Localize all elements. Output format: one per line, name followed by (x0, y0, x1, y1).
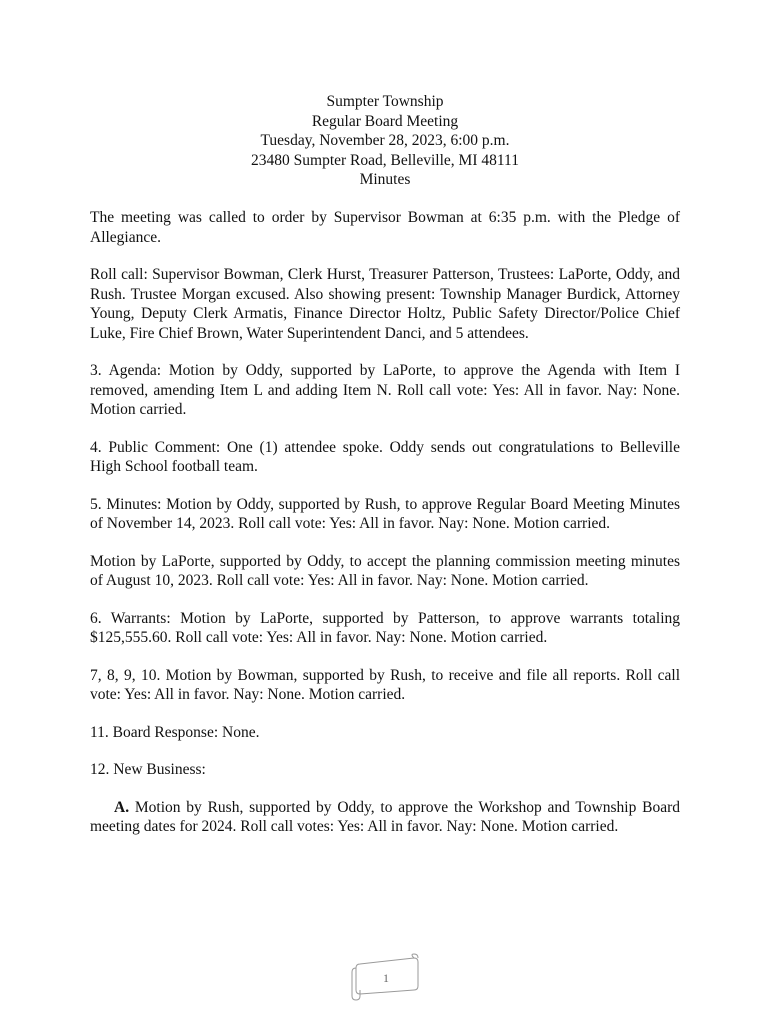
roll-call-paragraph: Roll call: Supervisor Bowman, Clerk Hurst, Treasurer Patterson, Trustees: LaPorte, Oddy, and Rush. Trustee Morgan excused. Also showing present: Township Manager Burdick, Attorney Young, Deputy Clerk Armatis, Finance Director Holtz, Public Safety Director/Police Chief Luke, Fire Chief Brown, Water Superintendent Danci, and 5 attendees. (90, 266, 680, 342)
document-header (0, 92, 770, 190)
new-business-heading: 12. New Business: (90, 761, 206, 778)
meeting-type: Regular Board Meeting (311, 112, 459, 130)
page-footer (350, 952, 422, 1002)
board-response-paragraph: 11. Board Response: None. (90, 723, 260, 741)
meeting-address: 23480 Sumpter Road, Belleville, MI 48111 (251, 151, 519, 169)
document-body (90, 208, 680, 855)
reports-paragraph: 7, 8, 9, 10. Motion by Bowman, supported by Rush, to receive and file all reports. Roll call vote: Yes: All in favor. Nay: None. Motion carried. (90, 666, 680, 703)
warrants-paragraph: 6. Warrants: Motion by LaPorte, supported by Patterson, to approve warrants totaling $125,555.60. Roll call vote: Yes: All in favor. Nay: None. Motion carried. (90, 609, 680, 646)
new-business-item-a (90, 798, 680, 837)
item-a-text: Motion by Rush, supported by Oddy, to approve the Workshop and Township Board meeting dates for 2024. Roll call votes: Yes: All in favor. Nay: None. Motion carried. (90, 798, 680, 835)
township-name: Sumpter Township (326, 93, 444, 110)
call-to-order-paragraph: The meeting was called to order by Supervisor Bowman at 6:35 p.m. with the Pledge of Allegiance. (90, 209, 680, 246)
meeting-date: Tuesday, November 28, 2023, 6:00 p.m. (260, 132, 510, 149)
planning-minutes-paragraph: Motion by LaPorte, supported by Oddy, to accept the planning commission meeting minutes of August 10, 2023. Roll call vote: Yes: All in favor. Nay: None. Motion carried. (90, 552, 680, 589)
minutes-paragraph: 5. Minutes: Motion by Oddy, supported by Rush, to approve Regular Board Meeting Minutes of November 14, 2023. Roll call vote: Yes: All in favor. Nay: None. Motion carried. (90, 495, 680, 532)
public-comment-paragraph: 4. Public Comment: One (1) attendee spoke. Oddy sends out congratulations to Belleville High School football team. (90, 438, 680, 475)
item-a-letter: A. (114, 798, 130, 816)
page-number: 1 (383, 971, 389, 985)
agenda-paragraph: 3. Agenda: Motion by Oddy, supported by LaPorte, to approve the Agenda with Item I removed, amending Item L and adding Item N. Roll call vote: Yes: All in favor. Nay: None. Motion carried. (90, 362, 680, 418)
document-title: Minutes (359, 171, 411, 188)
